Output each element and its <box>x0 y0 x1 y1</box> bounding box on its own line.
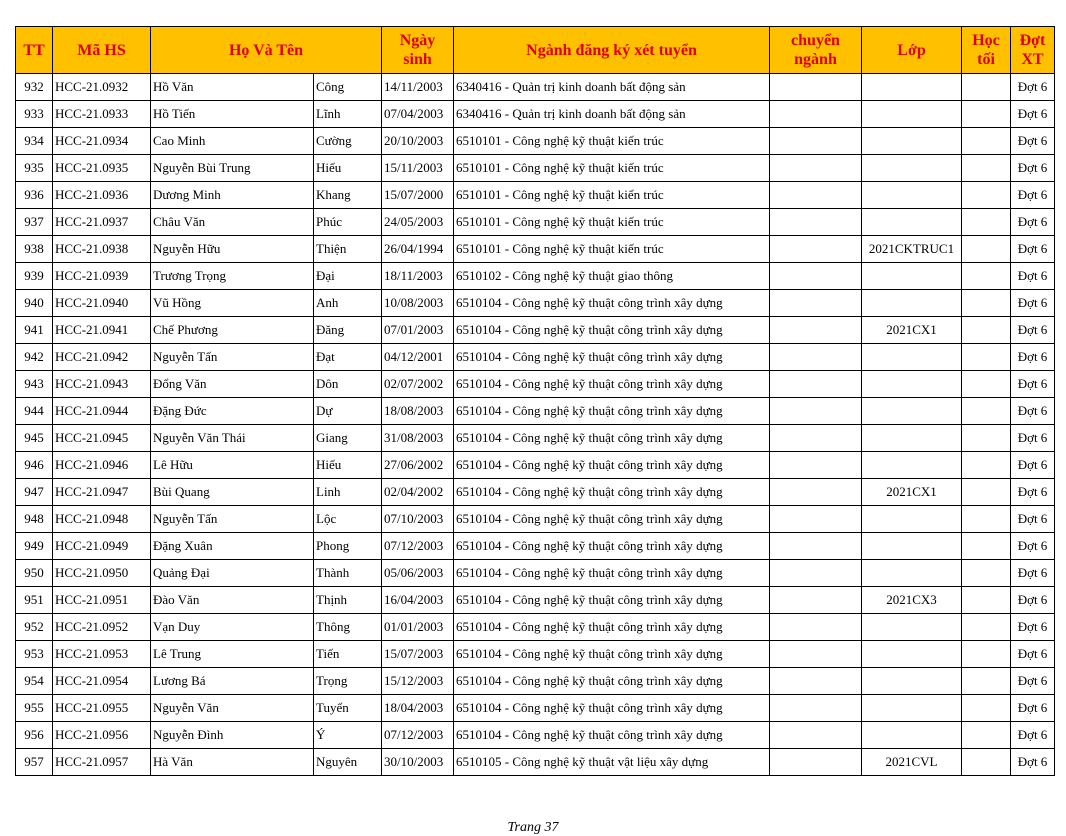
cell-ten: Anh <box>314 290 382 317</box>
cell-hoc-toi <box>962 128 1011 155</box>
cell-ngay-sinh: 07/01/2003 <box>382 317 454 344</box>
cell-lop <box>862 398 962 425</box>
cell-chuyen-nganh <box>770 641 862 668</box>
cell-nganh: 6510101 - Công nghệ kỹ thuật kiến trúc <box>454 209 770 236</box>
cell-ma-hs: HCC-21.0937 <box>53 209 151 236</box>
cell-dot-xt: Đợt 6 <box>1011 722 1055 749</box>
table-row <box>16 722 1055 749</box>
cell-chuyen-nganh <box>770 101 862 128</box>
cell-nganh: 6340416 - Quản trị kinh doanh bất động sản <box>454 101 770 128</box>
cell-lop <box>862 182 962 209</box>
cell-dot-xt: Đợt 6 <box>1011 128 1055 155</box>
cell-chuyen-nganh <box>770 587 862 614</box>
cell-ten: Thiện <box>314 236 382 263</box>
cell-chuyen-nganh <box>770 74 862 101</box>
header-chuyen-nganh: chuyển ngành <box>770 27 862 74</box>
cell-ma-hs: HCC-21.0948 <box>53 506 151 533</box>
cell-hoc-toi <box>962 614 1011 641</box>
student-table <box>15 26 1055 776</box>
cell-hoc-toi <box>962 695 1011 722</box>
cell-tt: 941 <box>16 317 53 344</box>
cell-ma-hs: HCC-21.0949 <box>53 533 151 560</box>
cell-ho: Bùi Quang <box>151 479 314 506</box>
cell-ma-hs: HCC-21.0938 <box>53 236 151 263</box>
cell-lop <box>862 209 962 236</box>
cell-ma-hs: HCC-21.0946 <box>53 452 151 479</box>
cell-ho: Nguyễn Bùi Trung <box>151 155 314 182</box>
cell-lop <box>862 425 962 452</box>
header-ma-hs: Mã HS <box>53 27 151 74</box>
cell-lop <box>862 695 962 722</box>
cell-lop <box>862 560 962 587</box>
cell-lop <box>862 506 962 533</box>
cell-tt: 957 <box>16 749 53 776</box>
cell-hoc-toi <box>962 506 1011 533</box>
cell-ngay-sinh: 15/07/2003 <box>382 641 454 668</box>
cell-nganh: 6510104 - Công nghệ kỹ thuật công trình xây dựng <box>454 344 770 371</box>
cell-ma-hs: HCC-21.0957 <box>53 749 151 776</box>
table-row <box>16 641 1055 668</box>
cell-ma-hs: HCC-21.0934 <box>53 128 151 155</box>
cell-ma-hs: HCC-21.0941 <box>53 317 151 344</box>
cell-ma-hs: HCC-21.0955 <box>53 695 151 722</box>
cell-chuyen-nganh <box>770 182 862 209</box>
cell-ngay-sinh: 15/12/2003 <box>382 668 454 695</box>
cell-tt: 934 <box>16 128 53 155</box>
cell-ten: Lộc <box>314 506 382 533</box>
cell-hoc-toi <box>962 398 1011 425</box>
cell-ten: Khang <box>314 182 382 209</box>
table-row <box>16 371 1055 398</box>
cell-chuyen-nganh <box>770 128 862 155</box>
cell-ten: Thông <box>314 614 382 641</box>
cell-hoc-toi <box>962 479 1011 506</box>
cell-ten: Dự <box>314 398 382 425</box>
cell-ma-hs: HCC-21.0956 <box>53 722 151 749</box>
cell-ho: Hồ Văn <box>151 74 314 101</box>
table-row <box>16 101 1055 128</box>
table-row <box>16 425 1055 452</box>
cell-ngay-sinh: 15/11/2003 <box>382 155 454 182</box>
cell-ten: Phong <box>314 533 382 560</box>
cell-ma-hs: HCC-21.0939 <box>53 263 151 290</box>
cell-tt: 939 <box>16 263 53 290</box>
cell-chuyen-nganh <box>770 452 862 479</box>
cell-chuyen-nganh <box>770 533 862 560</box>
cell-nganh: 6510104 - Công nghệ kỹ thuật công trình xây dựng <box>454 398 770 425</box>
cell-nganh: 6510101 - Công nghệ kỹ thuật kiến trúc <box>454 182 770 209</box>
cell-ho: Hồ Tiến <box>151 101 314 128</box>
cell-tt: 954 <box>16 668 53 695</box>
cell-lop <box>862 371 962 398</box>
table-row <box>16 317 1055 344</box>
header-ngay-sinh: Ngày sinh <box>382 27 454 74</box>
cell-nganh: 6510104 - Công nghệ kỹ thuật công trình xây dựng <box>454 317 770 344</box>
cell-lop <box>862 344 962 371</box>
cell-ma-hs: HCC-21.0942 <box>53 344 151 371</box>
cell-dot-xt: Đợt 6 <box>1011 668 1055 695</box>
cell-lop: 2021CX3 <box>862 587 962 614</box>
table-row <box>16 560 1055 587</box>
cell-ten: Dôn <box>314 371 382 398</box>
table-row <box>16 614 1055 641</box>
cell-ten: Hiếu <box>314 452 382 479</box>
cell-dot-xt: Đợt 6 <box>1011 398 1055 425</box>
cell-tt: 950 <box>16 560 53 587</box>
cell-dot-xt: Đợt 6 <box>1011 182 1055 209</box>
cell-nganh: 6510104 - Công nghệ kỹ thuật công trình xây dựng <box>454 371 770 398</box>
cell-lop <box>862 668 962 695</box>
table-row <box>16 74 1055 101</box>
cell-chuyen-nganh <box>770 290 862 317</box>
cell-lop: 2021CX1 <box>862 317 962 344</box>
cell-ho: Quảng Đại <box>151 560 314 587</box>
cell-ho: Dương Minh <box>151 182 314 209</box>
cell-nganh: 6510104 - Công nghệ kỹ thuật công trình xây dựng <box>454 290 770 317</box>
cell-tt: 949 <box>16 533 53 560</box>
cell-lop <box>862 641 962 668</box>
cell-nganh: 6510104 - Công nghệ kỹ thuật công trình xây dựng <box>454 695 770 722</box>
cell-ten: Hiếu <box>314 155 382 182</box>
cell-ten: Đại <box>314 263 382 290</box>
cell-nganh: 6510104 - Công nghệ kỹ thuật công trình xây dựng <box>454 506 770 533</box>
cell-dot-xt: Đợt 6 <box>1011 74 1055 101</box>
cell-chuyen-nganh <box>770 668 862 695</box>
cell-ma-hs: HCC-21.0943 <box>53 371 151 398</box>
table-row <box>16 398 1055 425</box>
cell-tt: 932 <box>16 74 53 101</box>
cell-tt: 946 <box>16 452 53 479</box>
table-body <box>16 74 1055 776</box>
table-row <box>16 344 1055 371</box>
cell-dot-xt: Đợt 6 <box>1011 587 1055 614</box>
cell-tt: 933 <box>16 101 53 128</box>
header-ho-ten: Họ Và Tên <box>151 27 382 74</box>
cell-chuyen-nganh <box>770 209 862 236</box>
table-row <box>16 290 1055 317</box>
cell-hoc-toi <box>962 182 1011 209</box>
cell-nganh: 6510104 - Công nghệ kỹ thuật công trình xây dựng <box>454 479 770 506</box>
cell-tt: 935 <box>16 155 53 182</box>
cell-dot-xt: Đợt 6 <box>1011 749 1055 776</box>
cell-hoc-toi <box>962 155 1011 182</box>
cell-chuyen-nganh <box>770 722 862 749</box>
cell-tt: 953 <box>16 641 53 668</box>
cell-dot-xt: Đợt 6 <box>1011 452 1055 479</box>
cell-ten: Tiến <box>314 641 382 668</box>
cell-ma-hs: HCC-21.0940 <box>53 290 151 317</box>
cell-ngay-sinh: 18/11/2003 <box>382 263 454 290</box>
cell-ngay-sinh: 18/04/2003 <box>382 695 454 722</box>
cell-lop <box>862 614 962 641</box>
cell-ho: Chế Phương <box>151 317 314 344</box>
cell-dot-xt: Đợt 6 <box>1011 344 1055 371</box>
cell-hoc-toi <box>962 452 1011 479</box>
cell-ten: Ý <box>314 722 382 749</box>
cell-ngay-sinh: 18/08/2003 <box>382 398 454 425</box>
cell-ho: Nguyễn Tấn <box>151 344 314 371</box>
cell-ngay-sinh: 02/04/2002 <box>382 479 454 506</box>
cell-hoc-toi <box>962 209 1011 236</box>
cell-tt: 951 <box>16 587 53 614</box>
cell-dot-xt: Đợt 6 <box>1011 290 1055 317</box>
header-nganh: Ngành đăng ký xét tuyển <box>454 27 770 74</box>
cell-ten: Thịnh <box>314 587 382 614</box>
table-header-row <box>16 27 1055 74</box>
cell-lop <box>862 452 962 479</box>
cell-ma-hs: HCC-21.0952 <box>53 614 151 641</box>
cell-chuyen-nganh <box>770 344 862 371</box>
cell-chuyen-nganh <box>770 155 862 182</box>
cell-ma-hs: HCC-21.0953 <box>53 641 151 668</box>
cell-ngay-sinh: 04/12/2001 <box>382 344 454 371</box>
cell-ngay-sinh: 14/11/2003 <box>382 74 454 101</box>
cell-dot-xt: Đợt 6 <box>1011 614 1055 641</box>
cell-dot-xt: Đợt 6 <box>1011 371 1055 398</box>
cell-tt: 952 <box>16 614 53 641</box>
table-row <box>16 155 1055 182</box>
cell-nganh: 6510104 - Công nghệ kỹ thuật công trình xây dựng <box>454 425 770 452</box>
cell-hoc-toi <box>962 317 1011 344</box>
cell-ngay-sinh: 16/04/2003 <box>382 587 454 614</box>
cell-ma-hs: HCC-21.0936 <box>53 182 151 209</box>
cell-ma-hs: HCC-21.0945 <box>53 425 151 452</box>
cell-ngay-sinh: 10/08/2003 <box>382 290 454 317</box>
cell-ten: Phúc <box>314 209 382 236</box>
cell-dot-xt: Đợt 6 <box>1011 236 1055 263</box>
cell-ngay-sinh: 07/04/2003 <box>382 101 454 128</box>
cell-dot-xt: Đợt 6 <box>1011 101 1055 128</box>
cell-hoc-toi <box>962 749 1011 776</box>
cell-hoc-toi <box>962 290 1011 317</box>
table-row <box>16 182 1055 209</box>
cell-ho: Cao Minh <box>151 128 314 155</box>
page-number: Trang 37 <box>507 820 559 835</box>
cell-ngay-sinh: 07/12/2003 <box>382 533 454 560</box>
cell-hoc-toi <box>962 74 1011 101</box>
cell-ma-hs: HCC-21.0954 <box>53 668 151 695</box>
cell-dot-xt: Đợt 6 <box>1011 506 1055 533</box>
cell-ho: Nguyễn Văn <box>151 695 314 722</box>
cell-tt: 945 <box>16 425 53 452</box>
table-row <box>16 236 1055 263</box>
table-row <box>16 479 1055 506</box>
cell-ma-hs: HCC-21.0950 <box>53 560 151 587</box>
header-hoc-toi: Học tối <box>962 27 1011 74</box>
cell-tt: 956 <box>16 722 53 749</box>
cell-chuyen-nganh <box>770 506 862 533</box>
cell-tt: 955 <box>16 695 53 722</box>
cell-tt: 937 <box>16 209 53 236</box>
cell-lop <box>862 155 962 182</box>
cell-ho: Nguyễn Văn Thái <box>151 425 314 452</box>
cell-ten: Linh <box>314 479 382 506</box>
table-row <box>16 695 1055 722</box>
cell-nganh: 6510101 - Công nghệ kỹ thuật kiến trúc <box>454 128 770 155</box>
cell-nganh: 6510104 - Công nghệ kỹ thuật công trình xây dựng <box>454 533 770 560</box>
cell-ho: Đặng Đức <box>151 398 314 425</box>
cell-chuyen-nganh <box>770 236 862 263</box>
cell-ngay-sinh: 07/10/2003 <box>382 506 454 533</box>
cell-ma-hs: HCC-21.0947 <box>53 479 151 506</box>
cell-ho: Nguyễn Hữu <box>151 236 314 263</box>
header-dot-xt: Đợt XT <box>1011 27 1055 74</box>
cell-dot-xt: Đợt 6 <box>1011 560 1055 587</box>
cell-ho: Lương Bá <box>151 668 314 695</box>
header-lop: Lớp <box>862 27 962 74</box>
cell-nganh: 6510104 - Công nghệ kỹ thuật công trình xây dựng <box>454 560 770 587</box>
cell-ngay-sinh: 02/07/2002 <box>382 371 454 398</box>
cell-lop <box>862 101 962 128</box>
cell-ngay-sinh: 15/07/2000 <box>382 182 454 209</box>
cell-chuyen-nganh <box>770 749 862 776</box>
cell-hoc-toi <box>962 533 1011 560</box>
cell-dot-xt: Đợt 6 <box>1011 155 1055 182</box>
cell-dot-xt: Đợt 6 <box>1011 209 1055 236</box>
table-row <box>16 587 1055 614</box>
cell-ngay-sinh: 20/10/2003 <box>382 128 454 155</box>
cell-nganh: 6510104 - Công nghệ kỹ thuật công trình xây dựng <box>454 641 770 668</box>
cell-tt: 940 <box>16 290 53 317</box>
cell-nganh: 6510104 - Công nghệ kỹ thuật công trình xây dựng <box>454 722 770 749</box>
cell-ten: Đạt <box>314 344 382 371</box>
cell-ngay-sinh: 01/01/2003 <box>382 614 454 641</box>
cell-nganh: 6510104 - Công nghệ kỹ thuật công trình xây dựng <box>454 452 770 479</box>
cell-nganh: 6510104 - Công nghệ kỹ thuật công trình xây dựng <box>454 614 770 641</box>
cell-chuyen-nganh <box>770 614 862 641</box>
cell-hoc-toi <box>962 641 1011 668</box>
cell-lop <box>862 74 962 101</box>
cell-dot-xt: Đợt 6 <box>1011 479 1055 506</box>
cell-hoc-toi <box>962 263 1011 290</box>
cell-dot-xt: Đợt 6 <box>1011 695 1055 722</box>
cell-lop <box>862 722 962 749</box>
cell-ngay-sinh: 05/06/2003 <box>382 560 454 587</box>
cell-lop <box>862 533 962 560</box>
cell-ho: Lê Hữu <box>151 452 314 479</box>
cell-chuyen-nganh <box>770 695 862 722</box>
cell-ho: Vạn Duy <box>151 614 314 641</box>
cell-ten: Tuyển <box>314 695 382 722</box>
cell-hoc-toi <box>962 371 1011 398</box>
cell-lop: 2021CX1 <box>862 479 962 506</box>
cell-ho: Nguyễn Tấn <box>151 506 314 533</box>
cell-hoc-toi <box>962 722 1011 749</box>
cell-dot-xt: Đợt 6 <box>1011 425 1055 452</box>
cell-ma-hs: HCC-21.0944 <box>53 398 151 425</box>
cell-lop: 2021CKTRUC1 <box>862 236 962 263</box>
cell-ho: Lê Trung <box>151 641 314 668</box>
cell-ho: Đổng Văn <box>151 371 314 398</box>
cell-lop <box>862 263 962 290</box>
cell-hoc-toi <box>962 560 1011 587</box>
table-row <box>16 452 1055 479</box>
cell-chuyen-nganh <box>770 425 862 452</box>
cell-nganh: 6510104 - Công nghệ kỹ thuật công trình xây dựng <box>454 668 770 695</box>
cell-chuyen-nganh <box>770 398 862 425</box>
cell-dot-xt: Đợt 6 <box>1011 317 1055 344</box>
cell-ten: Đăng <box>314 317 382 344</box>
cell-ngay-sinh: 07/12/2003 <box>382 722 454 749</box>
cell-tt: 947 <box>16 479 53 506</box>
cell-tt: 936 <box>16 182 53 209</box>
cell-nganh: 6510102 - Công nghệ kỹ thuật giao thông <box>454 263 770 290</box>
table-row <box>16 128 1055 155</box>
cell-hoc-toi <box>962 101 1011 128</box>
cell-hoc-toi <box>962 587 1011 614</box>
cell-dot-xt: Đợt 6 <box>1011 641 1055 668</box>
cell-ten: Công <box>314 74 382 101</box>
cell-ho: Hà Văn <box>151 749 314 776</box>
cell-ngay-sinh: 31/08/2003 <box>382 425 454 452</box>
cell-ho: Nguyễn Đình <box>151 722 314 749</box>
table-row <box>16 263 1055 290</box>
table-row <box>16 533 1055 560</box>
cell-chuyen-nganh <box>770 371 862 398</box>
cell-ngay-sinh: 27/06/2002 <box>382 452 454 479</box>
table-row <box>16 209 1055 236</box>
cell-ho: Trương Trọng <box>151 263 314 290</box>
cell-ma-hs: HCC-21.0951 <box>53 587 151 614</box>
cell-lop <box>862 128 962 155</box>
cell-ngay-sinh: 26/04/1994 <box>382 236 454 263</box>
cell-nganh: 6340416 - Quản trị kinh doanh bất động sản <box>454 74 770 101</box>
cell-ten: Lĩnh <box>314 101 382 128</box>
cell-chuyen-nganh <box>770 263 862 290</box>
cell-nganh: 6510101 - Công nghệ kỹ thuật kiến trúc <box>454 236 770 263</box>
cell-ten: Trọng <box>314 668 382 695</box>
header-tt: TT <box>16 27 53 74</box>
cell-ho: Đặng Xuân <box>151 533 314 560</box>
cell-tt: 942 <box>16 344 53 371</box>
cell-ho: Châu Văn <box>151 209 314 236</box>
cell-ten: Nguyên <box>314 749 382 776</box>
table-row <box>16 506 1055 533</box>
table-row <box>16 668 1055 695</box>
cell-ho: Vũ Hồng <box>151 290 314 317</box>
cell-tt: 943 <box>16 371 53 398</box>
cell-tt: 948 <box>16 506 53 533</box>
cell-chuyen-nganh <box>770 317 862 344</box>
table-row <box>16 749 1055 776</box>
cell-chuyen-nganh <box>770 479 862 506</box>
cell-nganh: 6510105 - Công nghệ kỹ thuật vật liệu xây dựng <box>454 749 770 776</box>
cell-ten: Thành <box>314 560 382 587</box>
cell-ten: Giang <box>314 425 382 452</box>
cell-ho: Đào Văn <box>151 587 314 614</box>
cell-lop <box>862 290 962 317</box>
cell-tt: 944 <box>16 398 53 425</box>
cell-hoc-toi <box>962 344 1011 371</box>
cell-dot-xt: Đợt 6 <box>1011 263 1055 290</box>
cell-lop: 2021CVL <box>862 749 962 776</box>
cell-hoc-toi <box>962 668 1011 695</box>
cell-dot-xt: Đợt 6 <box>1011 533 1055 560</box>
cell-nganh: 6510104 - Công nghệ kỹ thuật công trình xây dựng <box>454 587 770 614</box>
cell-ma-hs: HCC-21.0935 <box>53 155 151 182</box>
cell-ma-hs: HCC-21.0933 <box>53 101 151 128</box>
cell-ma-hs: HCC-21.0932 <box>53 74 151 101</box>
cell-ngay-sinh: 30/10/2003 <box>382 749 454 776</box>
cell-hoc-toi <box>962 425 1011 452</box>
cell-hoc-toi <box>962 236 1011 263</box>
cell-chuyen-nganh <box>770 560 862 587</box>
cell-tt: 938 <box>16 236 53 263</box>
cell-nganh: 6510101 - Công nghệ kỹ thuật kiến trúc <box>454 155 770 182</box>
cell-ten: Cường <box>314 128 382 155</box>
cell-ngay-sinh: 24/05/2003 <box>382 209 454 236</box>
